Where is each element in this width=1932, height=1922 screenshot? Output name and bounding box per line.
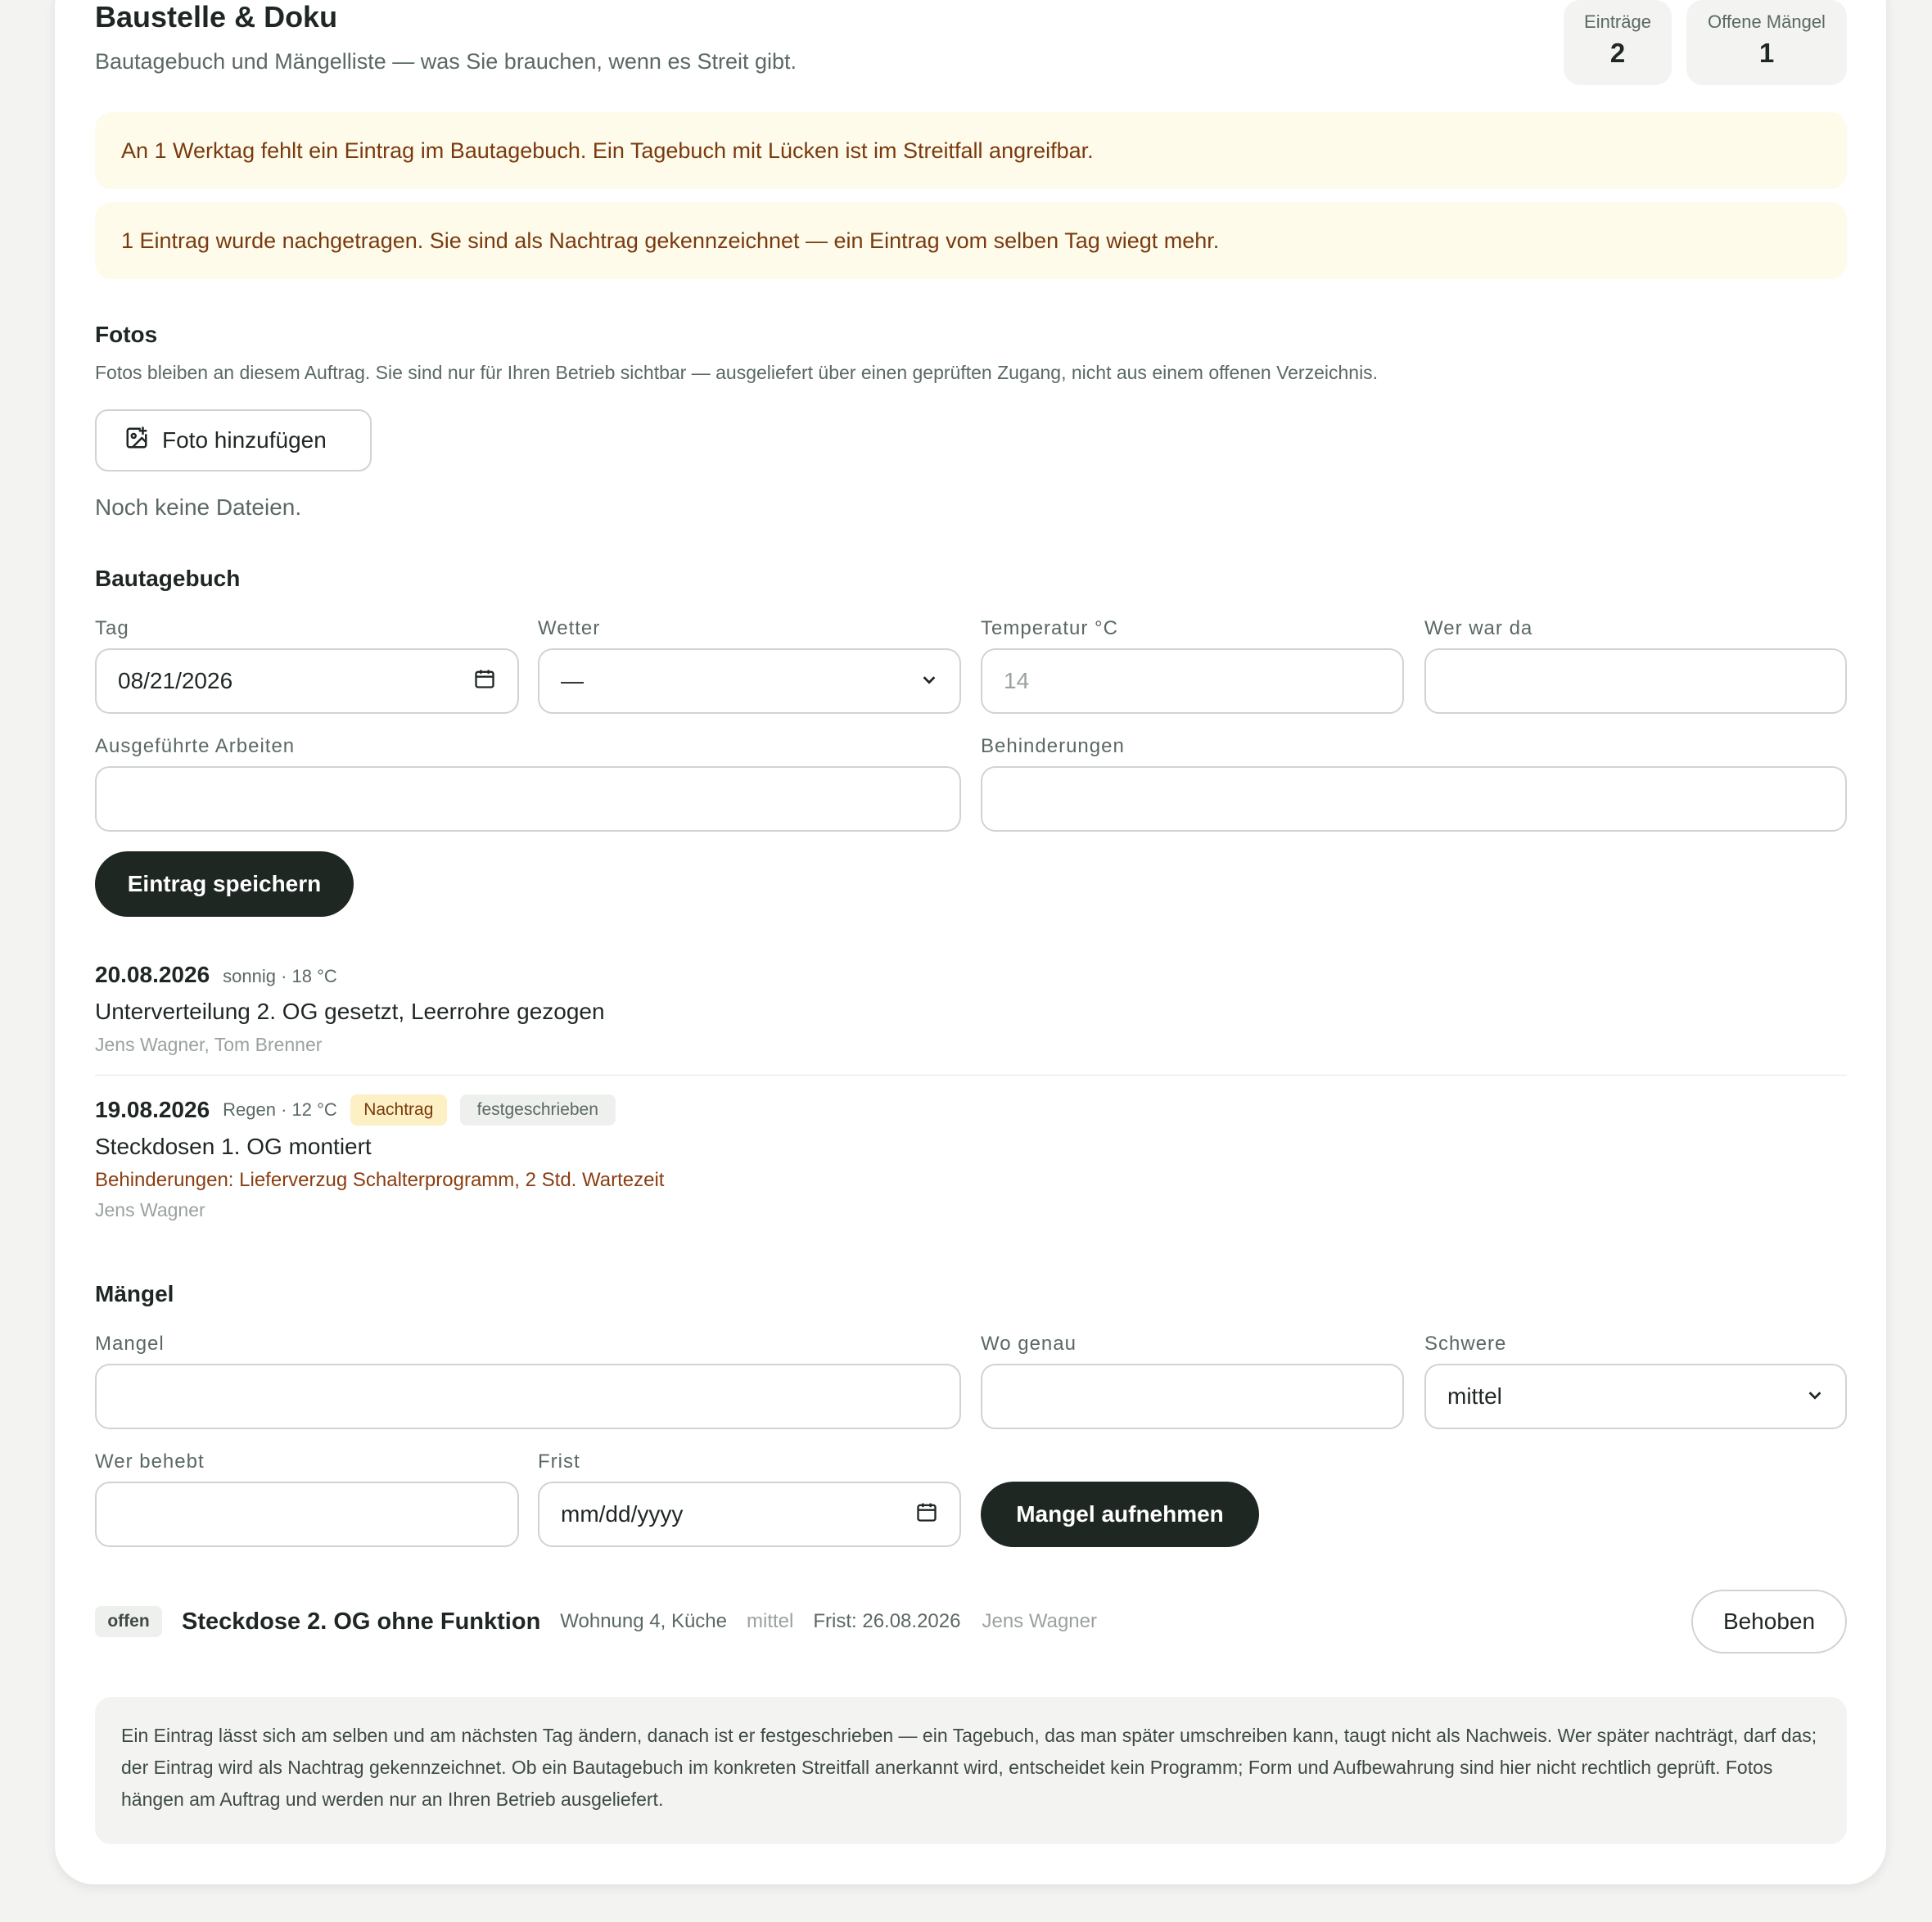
image-plus-icon — [124, 426, 162, 456]
entry-date: 20.08.2026 — [95, 962, 210, 987]
deadline-placeholder: mm/dd/yyyy — [561, 1501, 684, 1527]
stat-entries-label: Einträge — [1584, 11, 1651, 32]
calendar-icon[interactable] — [915, 1500, 938, 1529]
defect-list-item — [95, 1590, 1847, 1654]
entry-divider — [95, 1075, 1847, 1076]
add-photo-label: Foto hinzufügen — [162, 427, 327, 453]
defect-input[interactable] — [95, 1364, 961, 1429]
entry-text: Steckdosen 1. OG montiert — [95, 1134, 372, 1159]
temperature-label: Temperatur °C — [981, 617, 1118, 639]
weather-value: — — [561, 668, 584, 693]
entry-people: Jens Wagner, Tom Brenner — [95, 1034, 323, 1055]
deadline-date-input[interactable] — [538, 1482, 961, 1547]
entry-meta: Regen · 12 °C — [223, 1099, 337, 1120]
diary-entry — [95, 962, 337, 988]
stat-entries — [1564, 0, 1672, 85]
day-label: Tag — [95, 617, 129, 639]
defect-person: Jens Wagner — [982, 1610, 1097, 1632]
hindrances-input[interactable] — [981, 766, 1847, 832]
fixer-input[interactable] — [95, 1482, 519, 1547]
defect-title: Steckdose 2. OG ohne Funktion — [182, 1608, 541, 1635]
page-subtitle: Bautagebuch und Mängelliste — was Sie brauchen, wenn es Streit gibt. — [95, 49, 797, 74]
chevron-down-icon — [920, 668, 938, 694]
deadline-label: Frist — [538, 1451, 580, 1473]
resolve-defect-button[interactable]: Behoben — [1691, 1590, 1847, 1654]
temperature-input[interactable] — [981, 648, 1404, 714]
day-date-input[interactable] — [95, 648, 519, 714]
defect-status-badge: offen — [95, 1606, 162, 1637]
defect-location: Wohnung 4, Küche — [560, 1610, 728, 1632]
warning-banner-missing-day: An 1 Werktag fehlt ein Eintrag im Bautagebuch. Ein Tagebuch mit Lücken ist im Streitfall angreifbar. — [95, 112, 1847, 189]
where-input[interactable] — [981, 1364, 1404, 1429]
day-date-value: 08/21/2026 — [118, 668, 233, 693]
stat-open-defects — [1686, 0, 1847, 85]
diary-entry — [95, 1094, 616, 1126]
calendar-icon[interactable] — [473, 667, 496, 696]
add-defect-button[interactable]: Mangel aufnehmen — [981, 1482, 1259, 1547]
work-done-label: Ausgeführte Arbeiten — [95, 735, 296, 757]
stat-open-defects-label: Offene Mängel — [1708, 11, 1826, 32]
stat-open-defects-value: 1 — [1758, 38, 1775, 68]
severity-value: mittel — [1447, 1383, 1502, 1409]
page-title: Baustelle & Doku — [95, 0, 338, 34]
entry-date: 19.08.2026 — [95, 1097, 210, 1122]
photos-heading: Fotos — [95, 322, 158, 347]
photos-note: Fotos bleiben an diesem Auftrag. Sie sind nur für Ihren Betrieb sichtbar — ausgeliefert über einen geprüften Zugang, nicht aus einem offenen Verzeichnis. — [95, 362, 1379, 383]
info-banner-backfilled: 1 Eintrag wurde nachgetragen. Sie sind als Nachtrag gekennzeichnet — ein Eintrag vom selben Tag wiegt mehr. — [95, 202, 1847, 279]
work-done-input[interactable] — [95, 766, 961, 832]
stat-entries-value: 2 — [1609, 38, 1626, 68]
entry-people: Jens Wagner — [95, 1199, 205, 1220]
weather-label: Wetter — [538, 617, 601, 639]
save-entry-button[interactable]: Eintrag speichern — [95, 851, 354, 917]
severity-label: Schwere — [1424, 1333, 1507, 1355]
add-photo-button[interactable] — [95, 409, 372, 471]
who-present-input[interactable] — [1424, 648, 1847, 714]
fixer-label: Wer behebt — [95, 1451, 205, 1473]
footer-note: Ein Eintrag lässt sich am selben und am nächsten Tag ändern, danach ist er festgeschrieben — ein Tagebuch, das man später umschreiben kann, taugt nicht als Nachweis. Wer später nachträgt, darf das; der Eintrag wird als Nachtrag gekennzeichnet. Ob ein Bautagebuch im konkreten Streitfall anerkannt wird, entscheidet kein Programm; Form und Aufbewahrung sind hier nicht rechtlich geprüft. Fotos hängen am Auftrag und werden nur an Ihren Betrieb ausgeliefert. — [95, 1697, 1847, 1844]
severity-select[interactable] — [1424, 1364, 1847, 1429]
hindrances-label: Behinderungen — [981, 735, 1125, 757]
backfill-badge: Nachtrag — [350, 1094, 447, 1126]
defect-label: Mangel — [95, 1333, 165, 1355]
defect-severity: mittel — [747, 1610, 794, 1632]
defect-deadline: Frist: 26.08.2026 — [813, 1610, 961, 1632]
defects-heading: Mängel — [95, 1281, 174, 1306]
entry-hindrance: Behinderungen: Lieferverzug Schalterprogramm, 2 Std. Wartezeit — [95, 1169, 665, 1191]
locked-badge: festgeschrieben — [460, 1094, 616, 1126]
chevron-down-icon — [1806, 1383, 1824, 1410]
photos-empty: Noch keine Dateien. — [95, 494, 302, 520]
who-present-label: Wer war da — [1424, 617, 1533, 639]
diary-heading: Bautagebuch — [95, 566, 241, 591]
entry-text: Unterverteilung 2. OG gesetzt, Leerrohre gezogen — [95, 999, 605, 1024]
weather-select[interactable] — [538, 648, 961, 714]
where-label: Wo genau — [981, 1333, 1077, 1355]
temperature-placeholder: 14 — [1004, 668, 1030, 693]
entry-meta: sonnig · 18 °C — [223, 966, 337, 986]
